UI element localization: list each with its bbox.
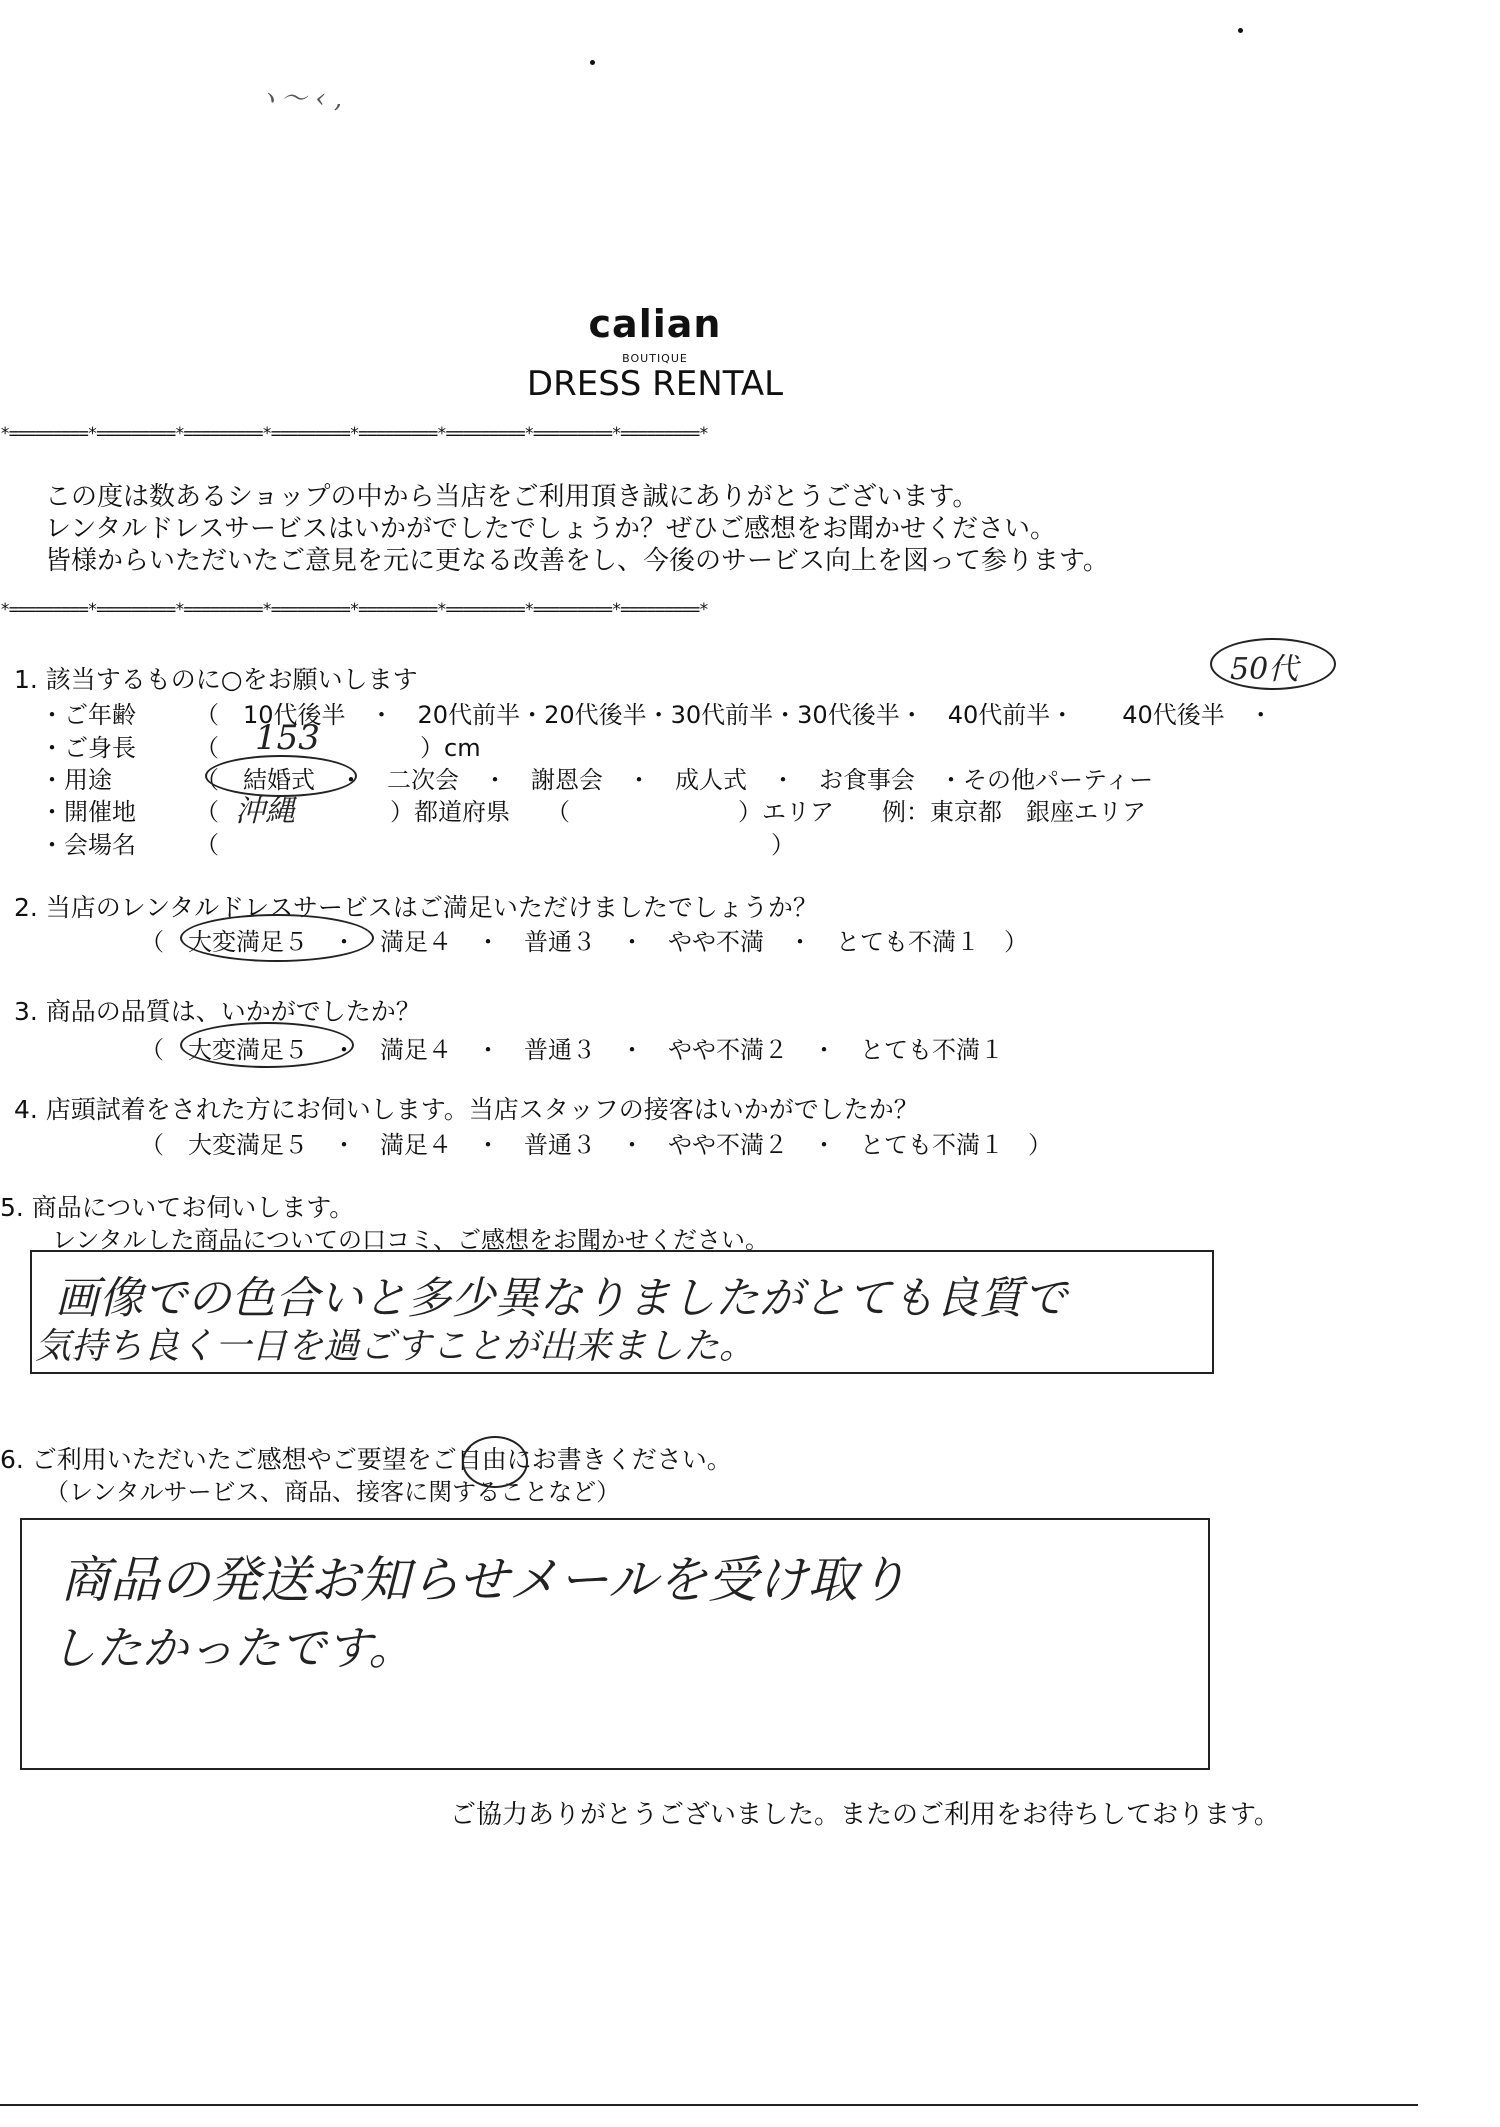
- age-circle: [1210, 638, 1336, 690]
- height-unit: ）cm: [420, 734, 481, 762]
- separator-bottom: *=========*=========*=========*=========*=========*=========*=========*=========*: [0, 600, 708, 620]
- q5-heading: 5. 商品についてお伺いします。: [0, 1193, 355, 1222]
- scan-speck: [1238, 28, 1243, 33]
- thank-you-footer: ご協力ありがとうございました。またのご利用をお待ちしております。: [450, 1800, 1280, 1830]
- intro-line-1: この度は数あるショップの中から当店をご利用頂き誠にありがとうございます。: [45, 482, 979, 512]
- q5-answer-line-1: 画像での色合いと多少異なりましたがとても良質で: [55, 1273, 1067, 1324]
- hall-value: （ ）: [195, 831, 795, 859]
- venue-label: ・開催地: [40, 798, 136, 826]
- brand-logo: calian: [588, 302, 722, 346]
- purpose-options: （ 結婚式 ・ 二次会 ・ 謝恩会 ・ 成人式 ・ お食事会 ・その他パーティー: [195, 766, 1154, 794]
- q2-heading: 2. 当店のレンタルドレスサービスはご満足いただけましたでしょうか？: [14, 893, 818, 922]
- intro-line-3: 皆様からいただいたご意見を元に更なる改善をし、今後のサービス向上を図って参ります。: [45, 546, 1109, 576]
- purpose-label: ・用途: [40, 766, 112, 794]
- q3-heading: 3. 商品の品質は、いかがでしたか？: [14, 997, 421, 1026]
- venue-value: 沖縄: [235, 794, 295, 829]
- q6-sub: （レンタルサービス、商品、接客に関することなど）: [45, 1478, 621, 1506]
- q3-circle: [180, 1022, 354, 1068]
- scan-speck: [590, 60, 595, 65]
- q1-heading: 1. 該当するものに○をお願いします: [14, 665, 418, 694]
- q6-answer-line-1: 商品の発送お知らせメールを受け取り: [60, 1551, 908, 1609]
- document-title: DRESS RENTAL: [526, 364, 784, 404]
- hall-label: ・会場名: [40, 831, 136, 859]
- age-handwritten: 50代: [1230, 652, 1299, 687]
- height-value: 153: [255, 718, 320, 758]
- bottom-rule: [0, 2104, 1418, 2106]
- age-options: （ 10代後半 ・ 20代前半・20代後半・30代前半・30代後半・ 40代前半・ 40代後半 ・: [195, 701, 1273, 729]
- separator-top: *=========*=========*=========*=========*=========*=========*=========*=========*: [0, 424, 708, 444]
- height-label: ・ご身長: [40, 734, 136, 762]
- q4-heading: 4. 店頭試着をされた方にお伺いします。当店スタッフの接客はいかがでしたか？: [14, 1095, 919, 1124]
- intro-line-2: レンタルドレスサービスはいかがでしたでしょうか？ぜひご感想をお聞かせください。: [45, 514, 1057, 544]
- q4-options: （ 大変満足５ ・ 満足４ ・ 普通３ ・ やや不満２ ・ とても不満１ ）: [140, 1131, 1052, 1159]
- brand-subtitle: BOUTIQUE: [622, 352, 688, 365]
- q6-heading: 6. ご利用いただいたご感想やご要望をご自由にお書きください。: [0, 1445, 732, 1474]
- q5-sub: レンタルした商品についての口コミ、ご感想をお聞かせください。: [52, 1226, 769, 1254]
- scan-marks: ヽ〜 ‹ ,: [255, 84, 343, 114]
- q2-circle: [180, 914, 374, 962]
- venue-rest: ）都道府県 （ ）エリア 例：東京都 銀座エリア: [390, 798, 1146, 826]
- q5-answer-line-2: 気持ち良く一日を過ごすことが出来ました。: [35, 1326, 756, 1367]
- age-label: ・ご年齢: [40, 701, 136, 729]
- height-paren: （: [195, 734, 219, 762]
- q6-answer-line-2: したかったです。: [50, 1621, 415, 1675]
- q3-options: （ 大変満足５ ・ 満足４ ・ 普通３ ・ やや不満２ ・ とても不満１: [140, 1036, 1004, 1064]
- q6-circle: [462, 1436, 528, 1488]
- venue-paren: （: [195, 798, 219, 826]
- q2-options: （ 大変満足５ ・ 満足４ ・ 普通３ ・ やや不満 ・ とても不満１ ）: [140, 928, 1028, 956]
